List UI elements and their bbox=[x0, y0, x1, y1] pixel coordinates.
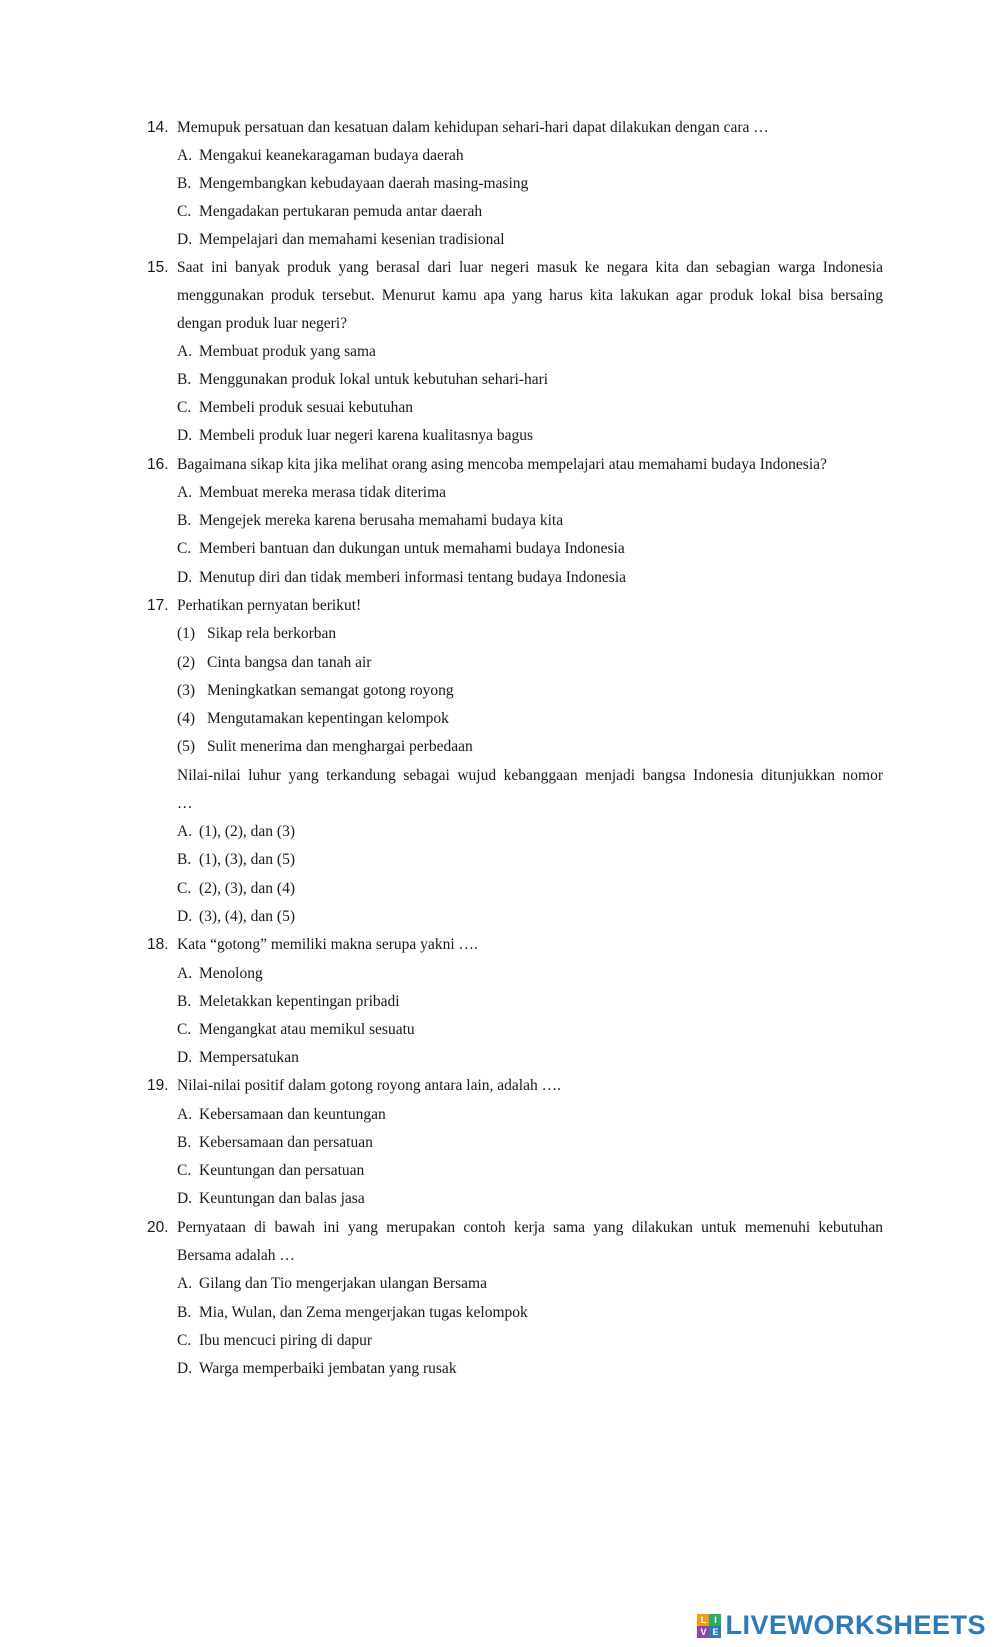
option-letter: D. bbox=[177, 908, 193, 925]
liveworksheets-logo-icon bbox=[697, 1614, 721, 1638]
question-number: 14. bbox=[147, 119, 169, 136]
option-letter: A. bbox=[177, 1275, 193, 1292]
option-letter: A. bbox=[177, 484, 193, 501]
option-letter: B. bbox=[177, 1304, 192, 1321]
statement-number: (2) bbox=[177, 654, 196, 671]
option-text: Warga memperbaiki jembatan yang rusak bbox=[199, 1360, 457, 1377]
option-letter: B. bbox=[177, 371, 192, 388]
question-text: menggunakan produk tersebut. Menurut kamu apa yang harus kita lakukan agar produk lokal bisa bersaing bbox=[177, 287, 883, 304]
option-text: Mengakui keanekaragaman budaya daerah bbox=[199, 147, 464, 164]
option-text: Menutup diri dan tidak memberi informasi tentang budaya Indonesia bbox=[199, 569, 626, 586]
statement-number: (3) bbox=[177, 682, 196, 699]
question-text: Bersama adalah … bbox=[177, 1247, 295, 1264]
option-text: Membuat produk yang sama bbox=[199, 343, 376, 360]
question-text: Pernyataan di bawah ini yang merupakan contoh kerja sama yang dilakukan untuk memenuhi kebutuhan bbox=[177, 1219, 883, 1236]
option-text: Kebersamaan dan keuntungan bbox=[199, 1106, 386, 1123]
option-text: Keuntungan dan persatuan bbox=[199, 1162, 365, 1179]
option-letter: C. bbox=[177, 540, 192, 557]
option-letter: A. bbox=[177, 147, 193, 164]
option-letter: A. bbox=[177, 1106, 193, 1123]
option-letter: A. bbox=[177, 965, 193, 982]
question-text: Kata “gotong” memiliki makna serupa yakni …. bbox=[177, 936, 478, 953]
option-letter: D. bbox=[177, 569, 193, 586]
logo-tile: I bbox=[709, 1614, 721, 1626]
logo-tile: L bbox=[697, 1614, 709, 1626]
liveworksheets-brand bbox=[697, 1610, 986, 1641]
question-number: 16. bbox=[147, 456, 169, 473]
option-letter: A. bbox=[177, 343, 193, 360]
question-number: 18. bbox=[147, 936, 169, 953]
statement-text: Mengutamakan kepentingan kelompok bbox=[207, 710, 449, 727]
question-text: … bbox=[177, 795, 193, 812]
option-letter: B. bbox=[177, 1134, 192, 1151]
question-number: 20. bbox=[147, 1219, 169, 1236]
option-text: Keuntungan dan balas jasa bbox=[199, 1190, 365, 1207]
option-letter: C. bbox=[177, 880, 192, 897]
option-text: Mengembangkan kebudayaan daerah masing-masing bbox=[199, 175, 529, 192]
question-text: Bagaimana sikap kita jika melihat orang asing mencoba mempelajari atau memahami budaya Indonesia? bbox=[177, 456, 827, 473]
logo-tile: V bbox=[697, 1626, 709, 1638]
question-text: Memupuk persatuan dan kesatuan dalam kehidupan sehari-hari dapat dilakukan dengan cara … bbox=[177, 119, 769, 136]
option-letter: D. bbox=[177, 427, 193, 444]
statement-number: (5) bbox=[177, 738, 196, 755]
question-text: Saat ini banyak produk yang berasal dari luar negeri masuk ke negara kita dan sebagian warga Indonesia bbox=[177, 259, 883, 276]
statement-number: (1) bbox=[177, 625, 196, 642]
option-letter: A. bbox=[177, 823, 193, 840]
question-number: 15. bbox=[147, 259, 169, 276]
question-number: 17. bbox=[147, 597, 169, 614]
option-text: Kebersamaan dan persatuan bbox=[199, 1134, 373, 1151]
option-text: Mempelajari dan memahami kesenian tradisional bbox=[199, 231, 505, 248]
option-letter: D. bbox=[177, 1049, 193, 1066]
option-letter: C. bbox=[177, 399, 192, 416]
option-text: Mia, Wulan, dan Zema mengerjakan tugas kelompok bbox=[199, 1304, 528, 1321]
option-letter: C. bbox=[177, 1162, 192, 1179]
option-text: Mengadakan pertukaran pemuda antar daerah bbox=[199, 203, 483, 220]
option-letter: B. bbox=[177, 512, 192, 529]
option-text: Menggunakan produk lokal untuk kebutuhan sehari-hari bbox=[199, 371, 549, 388]
option-text: Memberi bantuan dan dukungan untuk memahami budaya Indonesia bbox=[199, 540, 625, 557]
option-text: Mempersatukan bbox=[199, 1049, 299, 1066]
statement-text: Meningkatkan semangat gotong royong bbox=[207, 682, 454, 699]
option-text: Menolong bbox=[199, 965, 263, 982]
option-letter: D. bbox=[177, 1190, 193, 1207]
option-text: Meletakkan kepentingan pribadi bbox=[199, 993, 400, 1010]
option-text: (3), (4), dan (5) bbox=[199, 908, 295, 925]
question-text: Nilai-nilai luhur yang terkandung sebagai wujud kebanggaan menjadi bangsa Indonesia ditunjukkan nomor bbox=[177, 767, 883, 784]
option-letter: B. bbox=[177, 851, 192, 868]
option-text: (1), (3), dan (5) bbox=[199, 851, 295, 868]
question-text: dengan produk luar negeri? bbox=[177, 315, 348, 332]
option-text: Membeli produk luar negeri karena kualitasnya bagus bbox=[199, 427, 533, 444]
option-letter: B. bbox=[177, 175, 192, 192]
statement-text: Cinta bangsa dan tanah air bbox=[207, 654, 372, 671]
option-letter: C. bbox=[177, 1332, 192, 1349]
option-text: Mengangkat atau memikul sesuatu bbox=[199, 1021, 415, 1038]
option-letter: D. bbox=[177, 1360, 193, 1377]
brand-name: LIVEWORKSHEETS bbox=[725, 1610, 986, 1640]
option-text: Membuat mereka merasa tidak diterima bbox=[199, 484, 447, 501]
option-letter: D. bbox=[177, 231, 193, 248]
question-text: Perhatikan pernyatan berikut! bbox=[177, 597, 362, 614]
statement-text: Sulit menerima dan menghargai perbedaan bbox=[207, 738, 473, 755]
option-text: Membeli produk sesuai kebutuhan bbox=[199, 399, 413, 416]
option-text: (1), (2), dan (3) bbox=[199, 823, 295, 840]
option-letter: B. bbox=[177, 993, 192, 1010]
option-text: (2), (3), dan (4) bbox=[199, 880, 295, 897]
question-number: 19. bbox=[147, 1077, 169, 1094]
logo-tile: E bbox=[709, 1626, 721, 1638]
option-text: Gilang dan Tio mengerjakan ulangan Bersama bbox=[199, 1275, 487, 1292]
option-text: Ibu mencuci piring di dapur bbox=[199, 1332, 373, 1349]
statement-number: (4) bbox=[177, 710, 196, 727]
question-text: Nilai-nilai positif dalam gotong royong antara lain, adalah …. bbox=[177, 1077, 561, 1094]
option-letter: C. bbox=[177, 1021, 192, 1038]
option-text: Mengejek mereka karena berusaha memahami budaya kita bbox=[199, 512, 564, 529]
statement-text: Sikap rela berkorban bbox=[207, 625, 337, 642]
option-letter: C. bbox=[177, 203, 192, 220]
